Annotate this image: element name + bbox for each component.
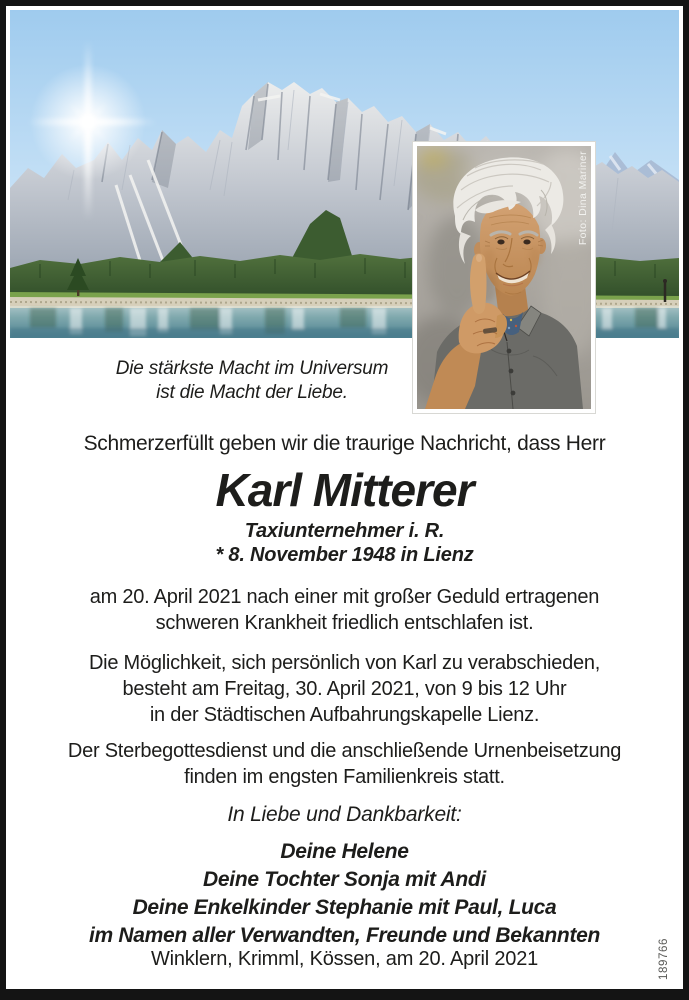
farewell-paragraph-line-3: in der Städtischen Aufbahrungskapelle Lienz. — [149, 704, 540, 726]
quote-line-1: Die stärkste Macht im Universum — [115, 358, 389, 379]
farewell-paragraph — [6, 650, 683, 728]
quote-line-2: ist die Macht der Liebe. — [156, 382, 348, 403]
death-paragraph — [6, 584, 683, 636]
deceased-name: Karl Mitterer — [215, 464, 474, 516]
service-paragraph-line-1: Der Sterbegottesdienst und die anschließende Urnenbeisetzung — [67, 740, 622, 762]
deceased-birthdate: * 8. November 1948 in Lienz — [215, 544, 474, 566]
family-line-1: Deine Helene — [280, 840, 409, 863]
memorial-quote — [10, 357, 494, 405]
farewell-paragraph-line-2: besteht am Freitag, 30. April 2021, von 9 bis 12 Uhr — [122, 678, 567, 700]
announcement-intro: Schmerzerfüllt geben wir die traurige Nachricht, dass Herr — [83, 432, 606, 455]
family-line-2: Deine Tochter Sonja mit Andi — [203, 868, 486, 891]
closing-line: In Liebe und Dankbarkeit: — [227, 803, 462, 826]
photo-credit: Foto: Dina Mariner — [577, 151, 589, 246]
deceased-profession: Taxiunternehmer i. R. — [244, 520, 445, 542]
reference-number: 189766 — [658, 938, 670, 980]
family-line-4: im Namen aller Verwandten, Freunde und Bekannten — [88, 924, 601, 947]
death-paragraph-line-2: schweren Krankheit friedlich entschlafen ist. — [155, 612, 534, 634]
death-paragraph-line-1: am 20. April 2021 nach einer mit großer Geduld ertragenen — [89, 586, 600, 608]
family-signatures — [6, 838, 683, 950]
service-paragraph-line-2: finden im engsten Familienkreis statt. — [184, 766, 505, 788]
service-paragraph — [6, 738, 683, 790]
family-line-3: Deine Enkelkinder Stephanie mit Paul, Luca — [132, 896, 557, 919]
place-dateline: Winklern, Krimml, Kössen, am 20. April 2021 — [150, 948, 539, 970]
farewell-paragraph-line-1: Die Möglichkeit, sich persönlich von Karl zu verabschieden, — [88, 652, 601, 674]
